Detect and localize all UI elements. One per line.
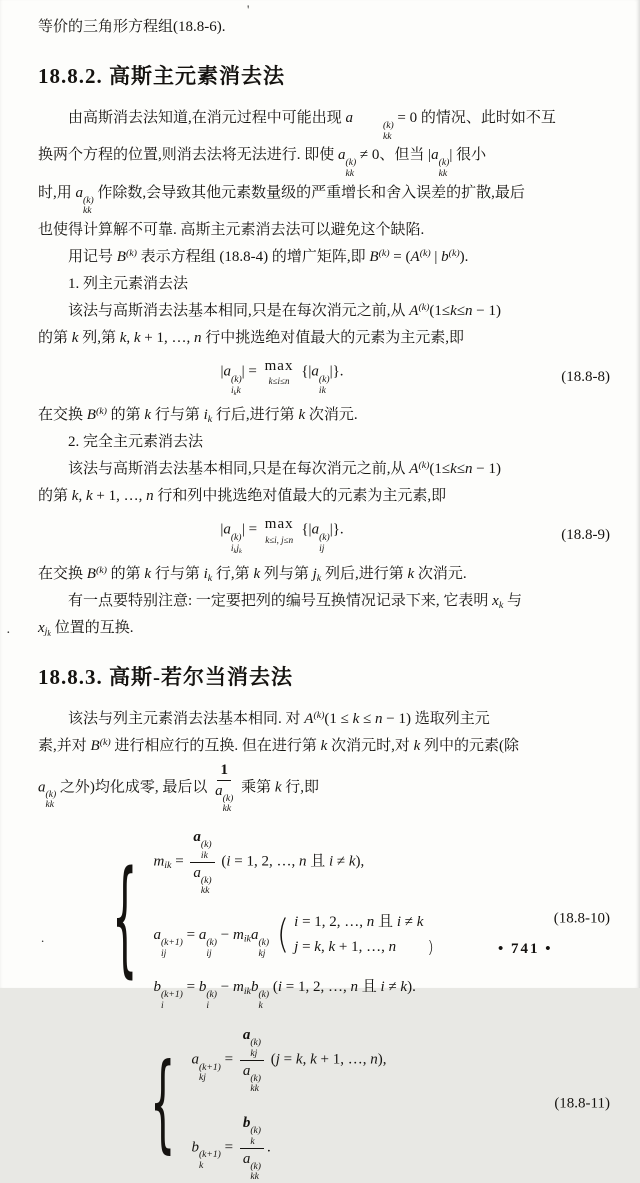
paragraph-line: 该法与高斯消去法基本相同,只是在每次消元之前,从 $A^{(k)}(1\le k\le n - 1)$ <box>68 460 502 478</box>
equation-body: |a (k) $i_kk$ | = max k≤i≤n {|a (k) ik |}. <box>220 358 344 397</box>
paragraph-line: 该法与列主元素消去法基本相同. 对 $A^{(k)}(1 \le k \le n - 1)$ 选取列主元 <box>68 709 490 727</box>
equation-row: $m_{ik}$ = a (k) ik a (k) kk (i = 1, 2, …, n 且 i ≠ k), <box>153 829 365 897</box>
scan-speck: . <box>41 930 45 945</box>
equation-label: (18.8-8) <box>561 368 610 385</box>
paragraph-line: 在交换 $B^{(k)}$ 的第 k 行与第 $i_k$ 行后,进行第 k 次消元. <box>38 406 358 426</box>
paragraph-line: 的第 k 列,第 k, k + 1, …, n 行中挑选绝对值最大的元素为主元素,即 <box>38 330 465 347</box>
equation-18-8-10 <box>112 827 610 1011</box>
paragraph-line: 用记号 $B^{(k)}$ 表示方程组 (18.8-4) 的增广矩阵,即 $B^{(k)} = (A^{(k)}$ | $b^{(k)}$). <box>68 248 469 266</box>
equation-18-8-8 <box>38 358 610 396</box>
equation-18-8-11 <box>150 1025 610 1183</box>
equation-row: a (k+1) ij = a (k) ij − $m_{ik}a$ (k) kj ( i = 1, 2, …, n 且 i ≠ k j = k, k + 1, …, n ) <box>153 912 434 959</box>
system-brace-icon: { <box>112 846 138 992</box>
equation-label: (18.8-10) <box>553 910 610 927</box>
paragraph-line: 素,并对 $B^{(k)}$ 进行相应行的互换. 但在进行第 k 次消元时,对 k 列中的元素(除 <box>38 736 520 754</box>
paragraph-line: 在交换 $B^{(k)}$ 的第 k 行与第 $i_k$ 行,第 k 列与第 $j_k$ 列后,进行第 k 次消元. <box>38 564 467 584</box>
equation-body: |a (k) $i_kj_k$ | = max k≤i, j≤n {|a (k) ij |}. <box>220 516 344 555</box>
equation-label: (18.8-11) <box>554 1095 610 1112</box>
paragraph-line: 也使得计算解不可靠. 高斯主元素消去法可以避免这个缺陷. <box>38 222 425 239</box>
page-number: • 741 • <box>498 941 553 957</box>
equation-18-8-9 <box>38 516 610 554</box>
list-item-title: 1. 列主元素消去法 <box>68 276 189 293</box>
equation-row: b (k+1) k = b (k) k a (k) kk . <box>191 1115 271 1183</box>
list-item-title: 2. 完全主元素消去法 <box>68 434 204 451</box>
scan-speck: · <box>6 626 11 641</box>
equation-row: a (k+1) kj = a (k) kj a (k) kk (j = k, k + 1, …, n), <box>191 1027 387 1095</box>
equation-system-rows <box>191 1025 516 1183</box>
section-heading-18-8-2: 18.8.2. 高斯主元素消去法 <box>38 64 285 88</box>
equation-system-rows <box>153 827 516 1011</box>
paragraph-line: 该法与高斯消去法基本相同,只是在每次消元之前,从 $A^{(k)}(1\le k\le n - 1)$ <box>68 302 502 320</box>
equation-row: b (k+1) i = b (k) i − $m_{ik}b$ (k) k (i = 1, 2, …, n 且 i ≠ k). <box>153 978 416 1011</box>
paragraph-line: 由高斯消去法知道,在消元过程中可能出现 a (k) kk = 0 的情况、此时如不互 <box>68 110 556 142</box>
equation-label: (18.8-9) <box>561 526 610 543</box>
system-brace-icon: { <box>150 1043 176 1166</box>
note-line: $x_{j_k}$ 位置的互换. <box>38 619 134 639</box>
paragraph-line: 时,用 a (k) kk 作除数,会导致其他元素数量级的严重增长和舍入误差的扩散,最后 <box>38 184 525 217</box>
note-line: 有一点要特别注意: 一定要把列的编号互换情况记录下来, 它表明 $x_k$ 与 <box>68 592 522 611</box>
section-heading-18-8-3: 18.8.3. 高斯-若尔当消去法 <box>38 664 293 689</box>
paragraph-line: a (k) kk 之外)均化成零, 最后以 1 a (k) kk 乘第 k 行,即 <box>38 761 320 815</box>
paragraph-line: 的第 k, k + 1, …, n 行和列中挑选绝对值最大的元素为主元素,即 <box>38 488 447 505</box>
scan-speck: ' <box>247 2 250 17</box>
paragraph-line: 换两个方程的位置,则消去法将无法进行. 即使 a (k) kk ≠ 0、但当 |a (k) kk | 很小 <box>38 147 487 180</box>
intro-line: 等价的三角形方程组(18.8-6). <box>38 19 226 35</box>
